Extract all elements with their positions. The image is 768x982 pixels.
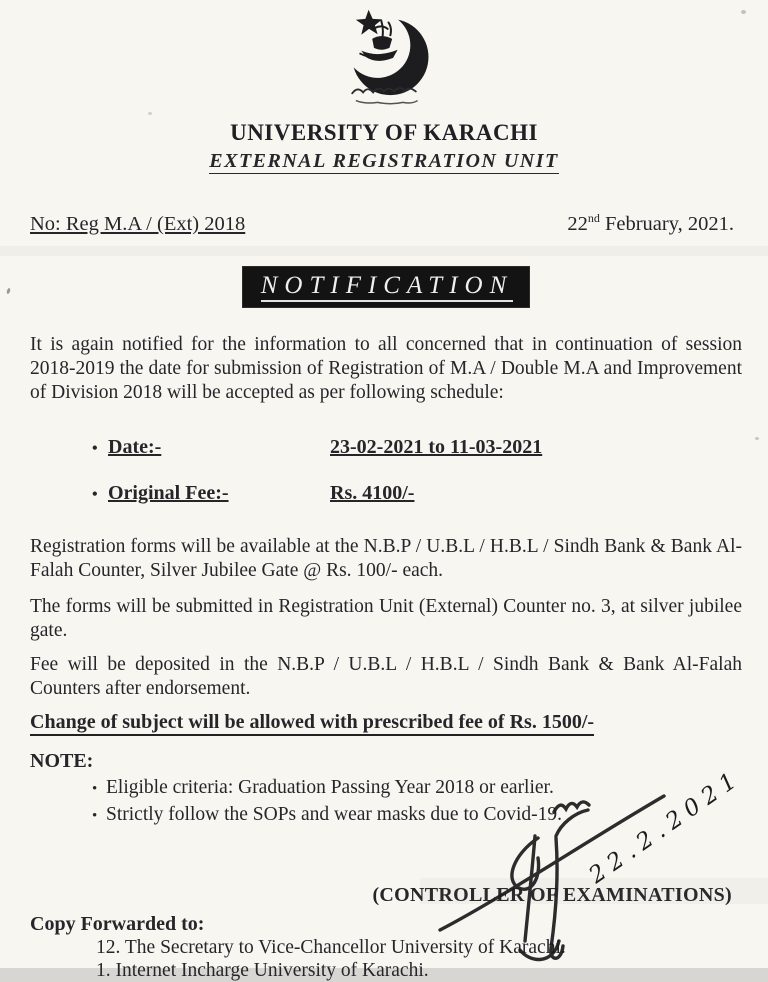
fee-deposit-paragraph: Fee will be deposited in the N.B.P / U.B.L / H.B.L / Sindh Bank & Bank Al-Falah Counters after endorsement.	[30, 653, 742, 699]
note-item: • Eligible criteria: Graduation Passing Year 2018 or earlier.	[30, 775, 742, 802]
notification-banner: NOTIFICATION	[243, 267, 530, 307]
university-title: UNIVERSITY OF KARACHI	[230, 120, 538, 145]
note-heading: NOTE:	[30, 749, 94, 772]
intro-paragraph: It is again notified for the information to all concerned that in continuation of session 2018-2019 the date for submission of Registration of M.A / Double M.A and Improvement of Division 2018 will be accepted as per following schedule:	[30, 333, 742, 403]
scan-speck	[148, 112, 152, 115]
schedule-value: 23-02-2021 to 11-03-2021	[330, 435, 543, 458]
controller-of-examinations-title: (CONTROLLER OF EXAMINATIONS)	[372, 883, 732, 906]
schedule-row-date	[30, 435, 742, 461]
schedule-label: Original Fee:-	[108, 481, 229, 504]
reference-number: No: Reg M.A / (Ext) 2018	[30, 212, 246, 235]
forms-submission-paragraph: The forms will be submitted in Registration Unit (External) Counter no. 3, at silver jubilee gate.	[30, 595, 742, 641]
schedule-list	[30, 435, 742, 507]
schedule-label: Date:-	[108, 435, 162, 458]
university-crest	[0, 0, 768, 110]
change-of-subject-line: Change of subject will be allowed with prescribed fee of Rs. 1500/-	[30, 710, 742, 734]
note-item: • Strictly follow the SOPs and wear masks due to Covid-19.	[30, 802, 742, 829]
scan-smudge	[420, 878, 768, 904]
note-list	[30, 775, 742, 829]
copy-forwarded-heading: Copy Forwarded to:	[30, 912, 205, 935]
reference-row	[30, 205, 742, 237]
bullet-icon: •	[92, 485, 98, 503]
scan-smudge	[0, 246, 768, 256]
bullet-icon: •	[92, 780, 98, 797]
schedule-value: Rs. 4100/-	[330, 481, 415, 504]
copy-forwarded-item: 12. The Secretary to Vice-Chancellor University of Karachi.	[96, 936, 566, 958]
crescent-star-ship-logo-icon	[325, 6, 443, 108]
handwritten-date: 22.2.2021	[584, 764, 747, 889]
unit-title: EXTERNAL REGISTRATION UNIT	[209, 150, 559, 172]
copy-forwarded-item-cutoff: 1. Internet Incharge University of Karachi.	[96, 959, 429, 981]
bullet-icon: •	[92, 439, 98, 457]
forms-availability-paragraph: Registration forms will be available at the N.B.P / U.B.L / H.B.L / Sindh Bank & Bank Al-Falah Counter, Silver Jubilee Gate @ Rs. 100/- each.	[30, 535, 742, 581]
notification-banner-row	[30, 267, 742, 307]
issue-date: 22nd February, 2021.	[567, 211, 734, 235]
scan-speck	[755, 437, 759, 440]
bullet-icon: •	[92, 807, 98, 824]
scan-speck	[741, 10, 746, 14]
schedule-row-fee	[30, 481, 742, 507]
